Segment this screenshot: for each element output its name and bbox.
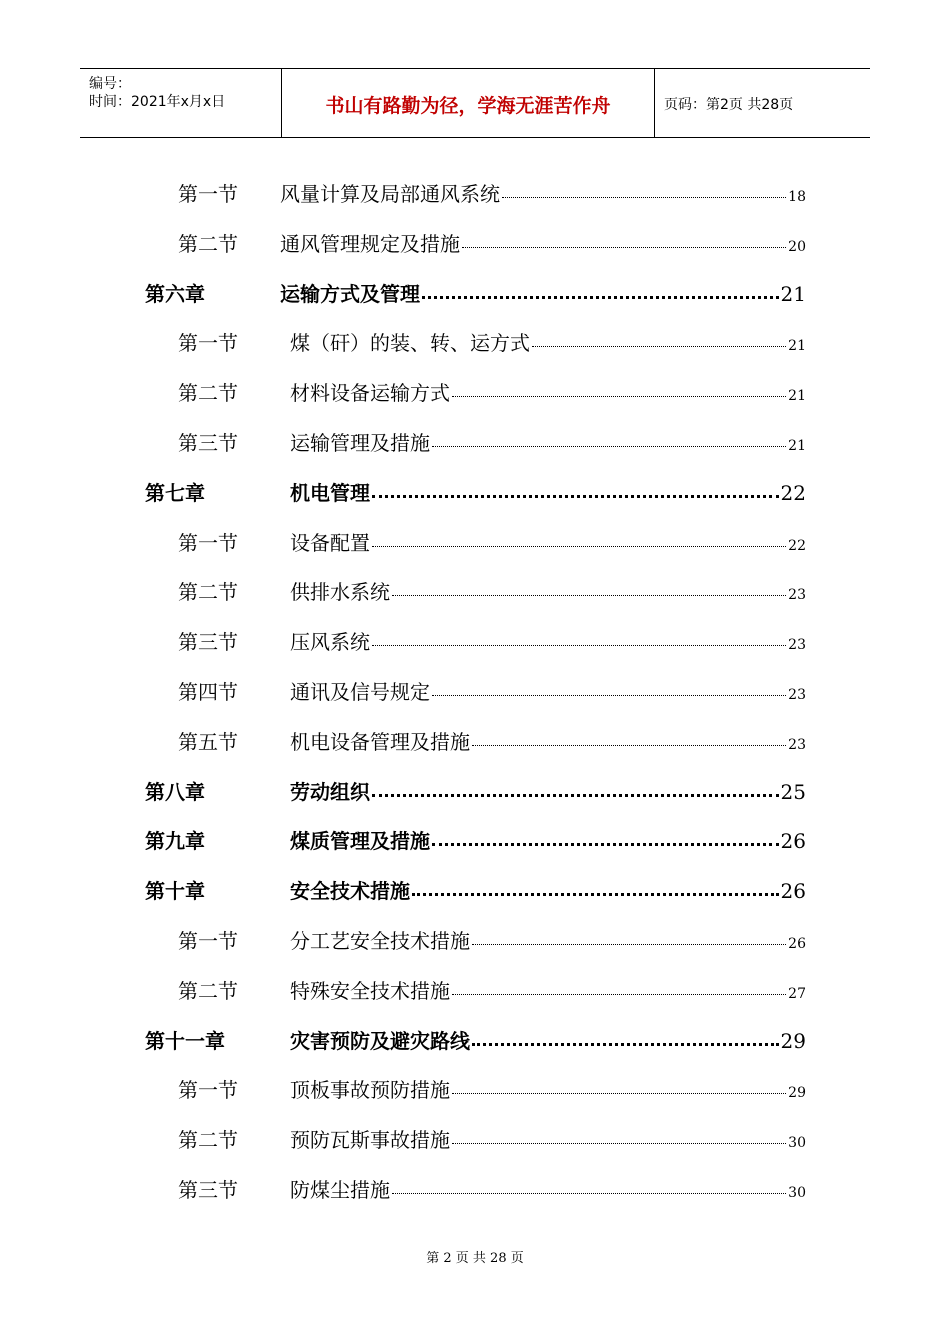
- toc-entry-title-line: [290, 925, 806, 954]
- toc-entry-title-line: [290, 1124, 806, 1153]
- page-header: [80, 68, 870, 138]
- toc-entry-number: 第一节: [178, 929, 238, 953]
- header-page-number: 页码：第2页 共28页: [664, 97, 794, 113]
- toc-entry-title-line: [290, 327, 806, 356]
- toc-entry-page: 29: [780, 1028, 806, 1053]
- toc-dot-leader: [472, 745, 786, 746]
- toc-entry-title: 设备配置: [290, 530, 370, 555]
- toc-section-entry[interactable]: [0, 327, 950, 357]
- toc-dot-leader: [452, 1143, 786, 1144]
- toc-dot-leader: [372, 546, 786, 547]
- toc-entry-title: 灾害预防及避灾路线: [290, 1028, 470, 1053]
- toc-dot-leader: [472, 944, 786, 945]
- header-page-cell: [655, 69, 870, 137]
- toc-entry-title: 机电设备管理及措施: [290, 729, 470, 754]
- toc-entry-number: 第二节: [178, 580, 238, 605]
- toc-entry-number: 第三节: [178, 1178, 238, 1202]
- toc-section-entry[interactable]: [0, 975, 950, 1005]
- toc-entry-page: 20: [788, 238, 806, 255]
- toc-entry-page: 22: [780, 480, 806, 505]
- toc-dot-leader: [462, 247, 786, 248]
- toc-entry-title: 煤质管理及措施: [290, 829, 430, 854]
- toc-entry-page: 26: [780, 829, 806, 854]
- toc-entry-number: 第四节: [178, 680, 238, 704]
- toc-dot-leader: [452, 396, 786, 397]
- toc-dot-leader: [392, 1193, 786, 1194]
- toc-section-entry[interactable]: [0, 676, 950, 706]
- toc-entry-number: 第九章: [145, 829, 205, 854]
- toc-dot-leader: [452, 1093, 786, 1094]
- toc-entry-title: 顶板事故预防措施: [290, 1078, 450, 1103]
- toc-entry-title: 劳动组织: [290, 779, 370, 804]
- document-time-label: 时间：2021年x月x日: [89, 94, 226, 110]
- toc-dot-leader: [372, 495, 779, 498]
- toc-entry-page: 30: [788, 1185, 806, 1201]
- toc-section-entry[interactable]: [0, 576, 950, 606]
- toc-entry-title-line: [290, 1025, 806, 1054]
- toc-entry-title: 运输管理及措施: [290, 431, 430, 455]
- toc-entry-title-line: [290, 576, 806, 605]
- toc-entry-title: 压风系统: [290, 630, 370, 655]
- toc-entry-page: 23: [788, 637, 806, 654]
- toc-entry-title-line: [290, 1174, 806, 1203]
- toc-entry-number: 第十一章: [145, 1028, 225, 1053]
- toc-entry-title: 机电管理: [290, 480, 370, 505]
- toc-entry-title-line: [290, 975, 806, 1004]
- toc-entry-number: 第二节: [178, 231, 238, 256]
- toc-dot-leader: [472, 1043, 779, 1046]
- toc-entry-page: 23: [788, 736, 806, 753]
- toc-entry-title-line: [290, 676, 806, 705]
- toc-entry-title: 供排水系统: [290, 580, 390, 605]
- toc-entry-page: 18: [788, 189, 806, 205]
- toc-entry-title-line: [290, 377, 806, 406]
- toc-entry-page: 21: [780, 281, 806, 306]
- toc-entry-title-line: [290, 726, 806, 755]
- toc-dot-leader: [532, 346, 786, 347]
- toc-entry-page: 21: [788, 338, 806, 355]
- toc-dot-leader: [452, 994, 786, 995]
- toc-entry-number: 第一节: [178, 182, 238, 206]
- toc-entry-title: 预防瓦斯事故措施: [290, 1128, 450, 1153]
- toc-chapter-entry[interactable]: [0, 278, 950, 308]
- toc-entry-title-line: [290, 776, 806, 805]
- toc-entry-page: 25: [780, 779, 806, 804]
- toc-dot-leader: [422, 296, 779, 299]
- toc-dot-leader: [412, 893, 779, 896]
- toc-chapter-entry[interactable]: [0, 477, 950, 507]
- page-footer: 第 2 页 共 28 页: [426, 1251, 524, 1266]
- toc-entry-title-line: [280, 178, 806, 207]
- toc-entry-title: 运输方式及管理: [280, 281, 420, 306]
- toc-entry-title-line: [290, 875, 806, 904]
- header-motto: 书山有路勤为径，学海无涯苦作舟: [325, 95, 611, 117]
- toc-entry-number: 第七章: [145, 480, 205, 505]
- toc-entry-title-line: [290, 626, 806, 655]
- toc-entry-number: 第一节: [178, 530, 238, 555]
- toc-entry-number: 第三节: [178, 431, 238, 455]
- toc-entry-number: 第二节: [178, 381, 238, 406]
- toc-entry-page: 27: [788, 985, 806, 1002]
- toc-entry-title-line: [290, 825, 806, 854]
- toc-entry-title: 通讯及信号规定: [290, 680, 430, 704]
- toc-dot-leader: [432, 446, 786, 447]
- toc-section-entry[interactable]: [0, 726, 950, 756]
- toc-chapter-entry[interactable]: [0, 776, 950, 806]
- header-motto-cell: [282, 69, 655, 137]
- toc-chapter-entry[interactable]: [0, 875, 950, 905]
- toc-entry-number: 第二节: [178, 1128, 238, 1153]
- toc-entry-page: 26: [780, 879, 806, 904]
- toc-entry-page: 30: [788, 1135, 806, 1152]
- toc-section-entry[interactable]: [0, 527, 950, 557]
- toc-entry-title-line: [290, 527, 806, 556]
- toc-entry-title: 通风管理规定及措施: [280, 231, 460, 256]
- toc-entry-number: 第五节: [178, 729, 238, 754]
- toc-entry-title-line: [280, 278, 806, 307]
- toc-dot-leader: [502, 197, 786, 198]
- toc-section-entry[interactable]: [0, 377, 950, 407]
- header-info-cell: [80, 69, 282, 137]
- toc-dot-leader: [372, 794, 779, 797]
- document-number-label: 编号：: [89, 76, 131, 92]
- toc-entry-page: 21: [788, 388, 806, 405]
- toc-section-entry[interactable]: [0, 427, 950, 457]
- toc-entry-number: 第一节: [178, 331, 238, 356]
- toc-section-entry[interactable]: [0, 228, 950, 258]
- toc-entry-number: 第三节: [178, 630, 238, 655]
- toc-section-entry[interactable]: [0, 1074, 950, 1104]
- toc-entry-number: 第二节: [178, 978, 238, 1003]
- toc-entry-title: 防煤尘措施: [290, 1178, 390, 1202]
- toc-entry-page: 21: [788, 438, 806, 454]
- toc-entry-page: 26: [788, 936, 806, 952]
- toc-entry-page: 22: [788, 537, 806, 554]
- toc-entry-title-line: [290, 427, 806, 456]
- toc-dot-leader: [432, 695, 786, 696]
- toc-entry-number: 第一节: [178, 1078, 238, 1103]
- toc-entry-title-line: [290, 1074, 806, 1103]
- toc-entry-number: 第八章: [145, 779, 205, 804]
- toc-entry-number: 第六章: [145, 281, 205, 306]
- toc-entry-page: 23: [788, 587, 806, 604]
- toc-section-entry[interactable]: [0, 626, 950, 656]
- toc-chapter-entry[interactable]: [0, 825, 950, 855]
- toc-entry-title: 分工艺安全技术措施: [290, 929, 470, 953]
- toc-entry-title: 特殊安全技术措施: [290, 978, 450, 1003]
- toc-entry-page: 23: [788, 687, 806, 703]
- toc-chapter-entry[interactable]: [0, 1025, 950, 1055]
- toc-entry-title: 风量计算及局部通风系统: [280, 182, 500, 206]
- toc-section-entry[interactable]: [0, 178, 950, 208]
- toc-dot-leader: [372, 645, 786, 646]
- toc-entry-title: 煤（矸）的装、转、运方式: [290, 331, 530, 356]
- toc-entry-title: 材料设备运输方式: [290, 381, 450, 406]
- toc-dot-leader: [392, 595, 786, 596]
- toc-section-entry[interactable]: [0, 1174, 950, 1204]
- toc-entry-number: 第十章: [145, 879, 205, 904]
- toc-entry-title-line: [290, 477, 806, 506]
- toc-section-entry[interactable]: [0, 1124, 950, 1154]
- toc-dot-leader: [432, 843, 779, 846]
- toc-section-entry[interactable]: [0, 925, 950, 955]
- toc-entry-page: 29: [788, 1085, 806, 1102]
- toc-entry-title-line: [280, 228, 806, 257]
- toc-entry-title: 安全技术措施: [290, 879, 410, 904]
